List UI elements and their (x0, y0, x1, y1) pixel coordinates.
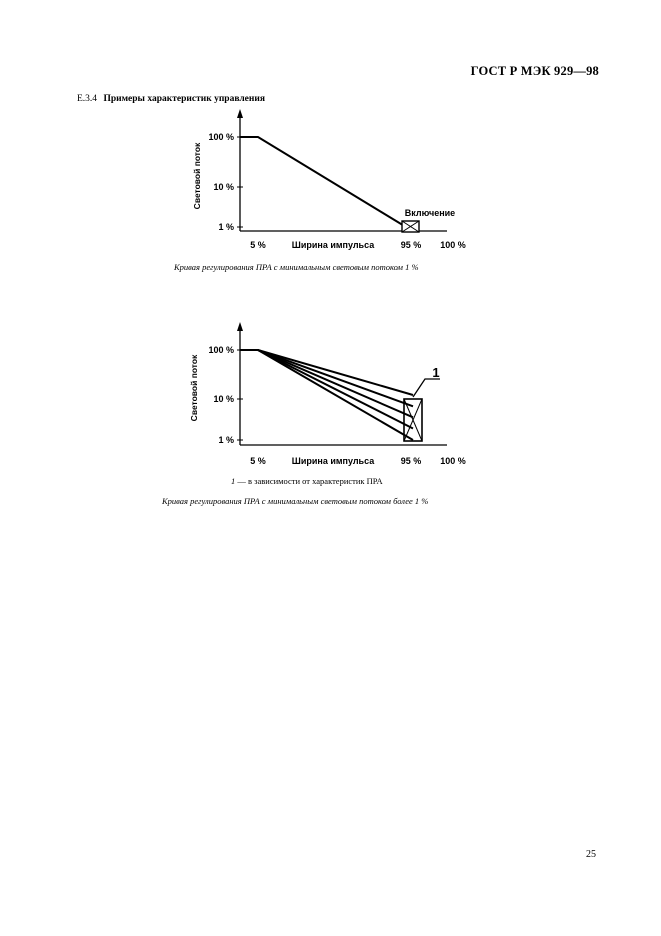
regulation-curve-5 (240, 350, 413, 440)
y-tick-label-10: 10 % (213, 394, 234, 404)
callout-leader (413, 379, 440, 397)
y-axis-label: Световой поток (192, 142, 202, 210)
legend-text: — в зависимости от характеристик ПРА (235, 476, 383, 486)
y-axis-label: Световой поток (189, 354, 199, 422)
x-tick-label-5: 5 % (250, 456, 266, 466)
x-tick-label-100: 100 % (440, 456, 466, 466)
page-number: 25 (586, 849, 596, 860)
x-tick-label-95: 95 % (400, 240, 422, 250)
x-tick-label-100: 100 % (440, 240, 466, 250)
callout-label: 1 (432, 365, 440, 380)
y-axis-arrow (237, 322, 243, 331)
legend-number: 1 (231, 476, 236, 486)
y-tick-label-100: 100 % (208, 132, 234, 142)
x-tick-label-95: 95 % (400, 456, 422, 466)
regulation-curve-1 (240, 350, 413, 395)
figure-caption-1: Кривая регулирования ПРА с минимальным световым потоком 1 % (174, 262, 419, 272)
y-tick-label-100: 100 % (208, 345, 234, 355)
x-axis-label: Ширина импульса (291, 240, 375, 250)
standard-header: ГОСТ Р МЭК 929—98 (470, 64, 599, 78)
y-tick-label-1: 1 % (218, 222, 234, 232)
switch-on-label: Включение (404, 208, 456, 218)
y-tick-label-10: 10 % (213, 182, 234, 192)
x-axis-label: Ширина импульса (291, 456, 375, 466)
x-tick-label-5: 5 % (250, 240, 266, 250)
section-number: Е.3.4 (77, 94, 98, 104)
figure-legend (231, 476, 383, 486)
figure-caption-2: Кривая регулирования ПРА с минимальным световым потоком более 1 % (162, 496, 429, 506)
y-tick-label-1: 1 % (218, 435, 234, 445)
section-title: Примеры характеристик управления (103, 94, 265, 104)
regulation-curve-2 (240, 350, 413, 406)
